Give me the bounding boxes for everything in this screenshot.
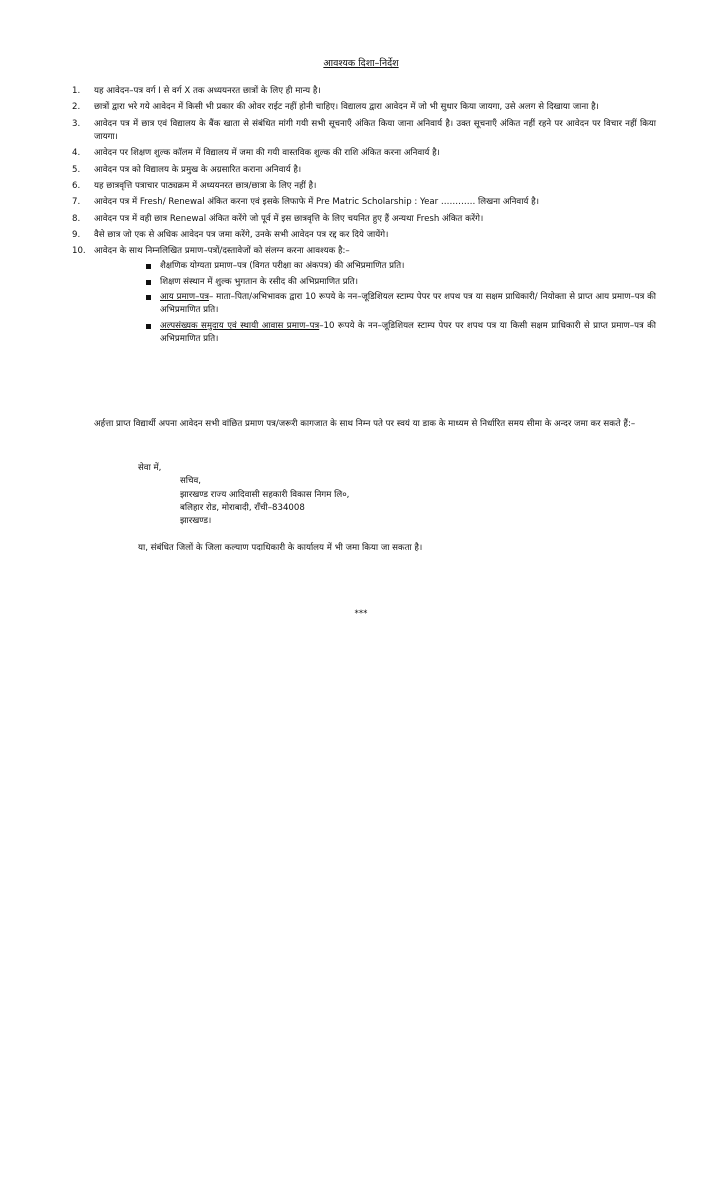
item-text: आवेदन पत्र में Fresh/ Renewal अंकित करना एवं इसके लिफाफे में Pre Matric Scholarship : Year ………… लिखना अनिवार्य है। <box>94 197 539 208</box>
item-number: 9. <box>72 229 81 240</box>
item-number: 3. <box>72 118 81 129</box>
item-text: यह आवेदन–पत्र वर्ग I से वर्ग X तक अध्ययनरत छात्रों के लिए ही मान्य है। <box>94 86 321 96</box>
attachment-text: शिक्षण संस्थान में शुल्क भुगतान के रसीद की अभिप्रमाणित प्रति। <box>160 276 358 287</box>
square-bullet-icon <box>146 264 151 269</box>
item-number: 10. <box>72 246 86 257</box>
instruction-item <box>72 213 656 226</box>
attachment-item <box>146 291 656 318</box>
item-number: 5. <box>72 164 81 175</box>
item-text: आवेदन पत्र में वही छात्र Renewal अंकित करेंगे जो पूर्व में इस छात्रवृत्ति के लिए चयनित हुए हैं अन्यथा Fresh अंकित करेंगे। <box>94 213 484 224</box>
item-text: आवेदन के साथ निम्नलिखित प्रमाण–पत्रों/दस्तावेजों को संलग्न करना आवश्यक है:– <box>94 246 350 257</box>
closing-paragraph: या, संबंधित जिलों के जिला कल्याण पदाधिकारी के कार्यालय में भी जमा किया जा सकता है। <box>138 543 423 553</box>
attachment-lead: आय प्रमाण–पत्र <box>160 292 209 303</box>
instruction-item <box>72 147 656 160</box>
address-block <box>138 462 349 529</box>
instruction-item <box>72 180 656 193</box>
item-number: 2. <box>72 102 81 113</box>
attachment-item <box>146 276 656 289</box>
item-number: 7. <box>72 197 81 208</box>
instruction-item <box>72 229 656 242</box>
item-text: आवेदन पर शिक्षण शुल्क कॉलम में विद्यालय में जमा की गयी वास्तविक शुल्क की राशि अंकित करना अनिवार्य है। <box>94 148 440 159</box>
item-number: 6. <box>72 180 81 191</box>
attachment-text: –10 रूपये के नन–जूडिशियल स्टाम्प पेपर पर शपथ पत्र या किसी सक्षम प्राधिकारी से प्राप्त प्रमाण–पत्र की अभिप्रमाणित प्रति। <box>160 320 656 344</box>
address-salutation: सेवा में, <box>138 463 162 473</box>
item-text: आवेदन पत्र को विद्यालय के प्रमुख के अग्रसारित कराना अनिवार्य है। <box>94 164 302 175</box>
attachment-lead: अल्पसंख्यक समुदाय एवं स्थायी आवास प्रमाण–पत्र <box>160 320 320 331</box>
address-line: झारखण्ड राज्य आदिवासी सहकारी विकास निगम लि०, <box>180 489 350 500</box>
square-bullet-icon <box>146 295 151 300</box>
item-number: 4. <box>72 148 81 159</box>
address-line: सचिव, <box>180 476 202 487</box>
item-text: वैसे छात्र जो एक से अधिक आवेदन पत्र जमा करेंगे, उनके सभी आवेदन पत्र रद्द कर दिये जायेंगे। <box>94 229 389 240</box>
address-line: झारखण्ड। <box>180 516 212 527</box>
item-text: छात्रों द्वारा भरे गये आवेदन में किसी भी प्रकार की ओवर राईट नहीं होनी चाहिए। विद्यालय द्वारा आवेदन में जो भी सुधार किया जायगा, उसे अलग से दिखाया जाना है। <box>94 102 599 113</box>
instruction-item <box>72 164 656 177</box>
submission-paragraph: अर्हत्ता प्राप्त विद्यार्थी अपना आवेदन सभी वांछित प्रमाण पत्र/जरूरी कागजात के साथ निम्न पते पर स्वयं या डाक के माध्यम से निर्धारित समय सीमा के अन्दर जमा कर सकते हैं:– <box>94 419 636 429</box>
attachment-list <box>94 260 656 346</box>
instruction-list <box>72 85 656 349</box>
instruction-item <box>72 196 656 209</box>
end-mark: *** <box>354 609 368 619</box>
attachment-item <box>146 320 656 347</box>
attachment-item <box>146 260 656 273</box>
document-title: आवश्यक दिशा–निर्देश <box>323 58 399 69</box>
square-bullet-icon <box>146 280 151 285</box>
instruction-item <box>72 101 656 114</box>
square-bullet-icon <box>146 324 151 329</box>
item-number: 8. <box>72 213 81 224</box>
item-text: यह छात्रवृत्ति पत्राचार पाठ्यक्रम में अध्ययनरत छात्र/छात्रा के लिए नहीं है। <box>94 180 317 191</box>
item-number: 1. <box>72 86 81 96</box>
instruction-item <box>72 118 656 145</box>
instruction-item <box>72 85 656 98</box>
attachment-text: – माता–पिता/अभिभावक द्वारा 10 रूपये के नन–जूडिशियल स्टाम्प पेपर पर शपथ पत्र या सक्षम प्राधिकारी/ नियोक्ता से प्राप्त आय प्रमाण–पत्र की अभिप्रमाणित प्रति। <box>160 292 657 316</box>
instruction-item <box>72 245 656 346</box>
attachment-text: शैक्षणिक योग्यता प्रमाण–पत्र (विगत परीक्षा का अंकपत्र) की अभिप्रमाणित प्रति। <box>160 261 405 272</box>
item-text: आवेदन पत्र में छात्र एवं विद्यालय के बैंक खाता से संबंधित मांगी गयी सभी सूचनाएँ अंकित किया जाना अनिवार्य है। उक्त सूचनाएँ अंकित नहीं रहने पर आवेदन पर विचार नहीं किया जायगा। <box>94 118 656 142</box>
address-line: बलिहार रोड, मोराबादी, राँची–834008 <box>180 502 305 513</box>
